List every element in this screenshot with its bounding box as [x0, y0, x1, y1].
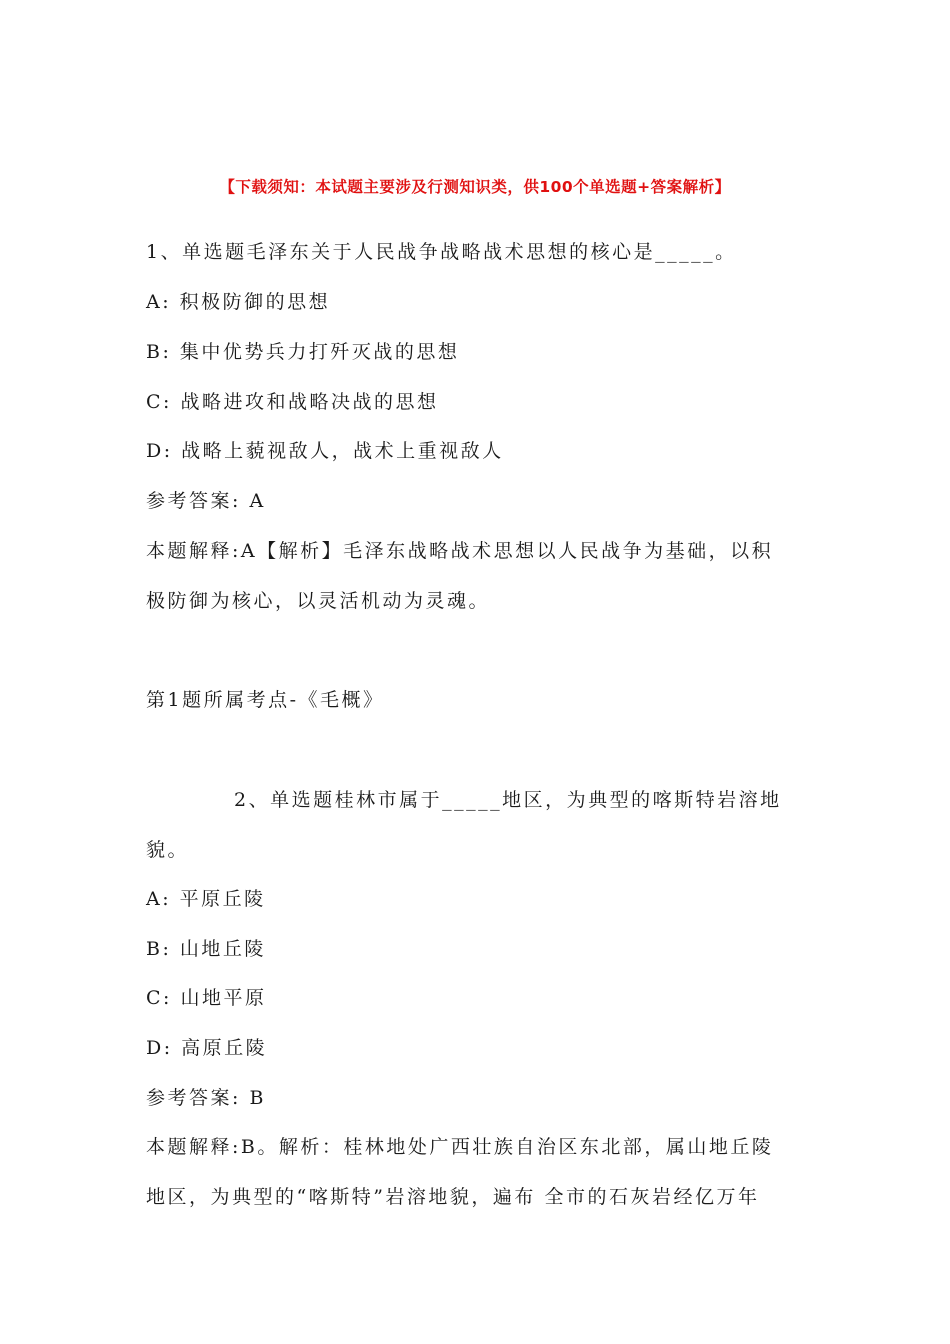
question-1-option-a: A: 积极防御的思想 — [146, 291, 331, 313]
question-2-option-a: A: 平原丘陵 — [146, 888, 266, 910]
question-1-option-b: B: 集中优势兵力打歼灭战的思想 — [146, 341, 460, 363]
question-2-explanation-line-2: 地区，为典型的“喀斯特”岩溶地貌，遍布 全市的石灰岩经亿万年 — [146, 1186, 760, 1208]
question-1-explanation-line-1: 本题解释:A【解析】毛泽东战略战术思想以人民战争为基础，以积 — [146, 540, 774, 562]
question-1-option-d: D: 战略上藐视敌人，战术上重视敌人 — [146, 440, 504, 462]
question-2-answer: 参考答案: B — [146, 1087, 266, 1109]
question-2-option-c: C: 山地平原 — [146, 987, 267, 1009]
question-1-answer: 参考答案: A — [146, 490, 266, 512]
question-2-option-b: B: 山地丘陵 — [146, 938, 266, 960]
question-2-option-d: D: 高原丘陵 — [146, 1037, 268, 1059]
question-1-topic: 第1题所属考点-《毛概》 — [146, 689, 385, 711]
question-1-option-c: C: 战略进攻和战略决战的思想 — [146, 391, 439, 413]
question-1-stem: 1、单选题毛泽东关于人民战争战略战术思想的核心是_____。 — [146, 241, 737, 263]
question-2-stem-line-1: 2、单选题桂林市属于_____地区，为典型的喀斯特岩溶地 — [234, 789, 782, 811]
download-notice: 【下载须知：本试题主要涉及行测知识类，供100个单选题+答案解析】 — [219, 178, 731, 196]
question-2-stem-line-2: 貌。 — [146, 839, 190, 861]
question-1-explanation-line-2: 极防御为核心，以灵活机动为灵魂。 — [146, 590, 491, 612]
question-2-explanation-line-1: 本题解释:B。解析：桂林地处广西壮族自治区东北部，属山地丘陵 — [146, 1136, 774, 1158]
